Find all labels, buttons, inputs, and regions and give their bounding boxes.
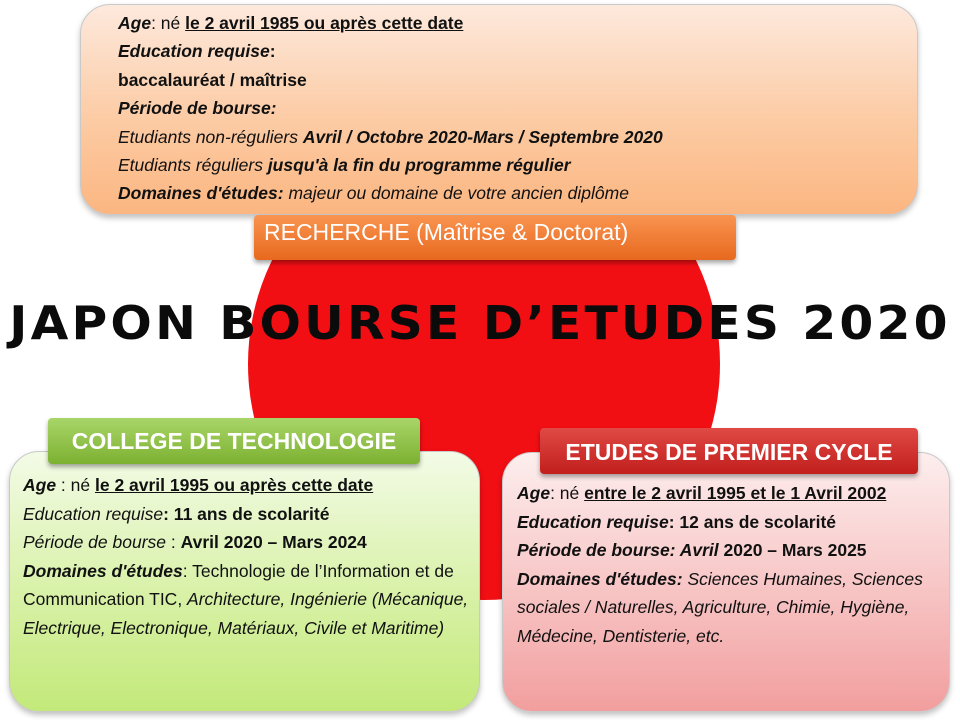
college-period-line: Période de bourse : Avril 2020 – Mars 2024 — [23, 532, 367, 553]
premier-banner: ETUDES DE PREMIER CYCLE — [540, 428, 918, 474]
college-banner: COLLEGE DE TECHNOLOGIE — [48, 418, 420, 464]
page-title: JAPON BOURSE D’ETUDES 2020 — [9, 296, 951, 350]
research-edu-value: baccalauréat / maîtrise — [118, 69, 307, 90]
premier-edu-line: Education requise: 12 ans de scolarité — [517, 511, 837, 532]
premier-info-box — [502, 452, 950, 712]
research-period-label: Période de bourse: — [118, 98, 277, 119]
research-period-line-2: Etudiants réguliers jusqu'à la fin du programme régulier — [118, 155, 571, 176]
premier-period-line: Période de bourse: Avril 2020 – Mars 2025 — [517, 540, 867, 561]
college-age-line: Age : né le 2 avril 1995 ou après cette date — [23, 475, 374, 495]
research-period-line-1: Etudiants non-réguliers Avril / Octobre 2020-Mars / Septembre 2020 — [118, 126, 663, 147]
college-edu-line: Education requise: 11 ans de scolarité — [23, 503, 330, 524]
research-age-line: Age: né le 2 avril 1985 ou après cette date — [118, 13, 464, 33]
college-info-box — [9, 451, 480, 712]
premier-age-line: Age: né entre le 2 avril 1995 et le 1 Avril 2002 — [517, 483, 887, 503]
college-domains-line: Domaines d'études: Technologie de l’Information et de Communication TIC, Architecture, Ingénierie (Mécanique, Electrique, Electronique, Matériaux, Civile et Maritime) — [23, 560, 469, 638]
premier-domains-line: Domaines d'études: Sciences Humaines, Sciences sociales / Naturelles, Agriculture, Chimie, Hygiène, Médecine, Dentisterie, etc. — [517, 568, 923, 646]
research-banner: RECHERCHE (Maîtrise & Doctorat) — [254, 215, 736, 260]
research-info-box — [80, 4, 918, 215]
research-domains-line: Domaines d'études: majeur ou domaine de votre ancien diplôme — [118, 183, 629, 204]
research-edu-line: Education requise: — [118, 41, 276, 62]
